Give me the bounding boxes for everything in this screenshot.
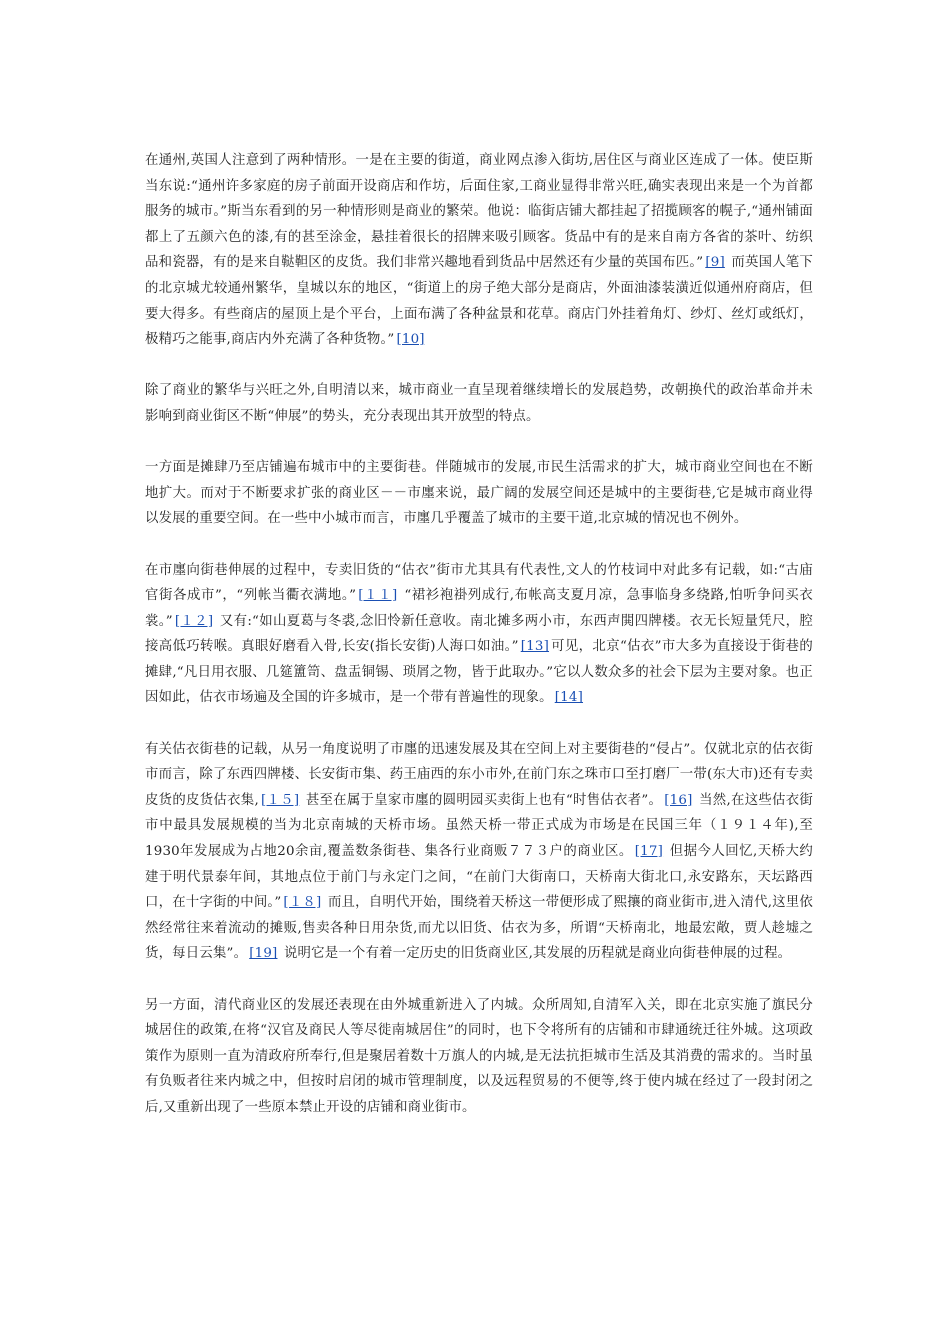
paragraph-text: 而英国人笔下的北京城尤较通州繁华，皇城以东的地区，“街道上的房子绝大部分是商店，外面油漆装潢近似通州府商店，但要大得多。有些商店的屋顶上是个平台，上面布满了各种盆景和花草。商店门外挂着角灯、纱灯、丝灯或纸灯，极精巧之能事,商店内外充满了各种货物。” — [145, 255, 814, 348]
paragraph-text: 另一方面，清代商业区的发展还表现在由外城重新进入了内城。众所周知,自清军入关，即在北京实施了旗民分城居住的政策,在将“汉官及商民人等尽徙南城居住”的同时，也下令将所有的店铺和市肆通统迁往外城。这项政策作为原则一直为清政府所奉行,但是聚居着数十万旗人的内城,是无法抗拒城市生活及其消费的需求的。当时虽有负贩者往来内城之中，但按时启闭的城市管理制度，以及远程贸易的不便等,终于使内城在经过了一段封闭之后,又重新出现了一些原本禁止开设的店铺和商业街市。 — [145, 997, 813, 1115]
footnote-link[interactable]: [9] — [705, 255, 725, 271]
paragraph-text: 说明它是一个有着一定历史的旧货商业区,其发展的历程就是商业向街巷伸展的过程。 — [279, 946, 792, 962]
paragraph-text: 在市廛向街巷伸展的过程中，专卖旧货的“估衣”街市尤其具有代表性,文人的竹枝词中对此多有记载，如:“古庙官街各成市”，“列帐当衢衣满地。” — [145, 562, 813, 604]
paragraph-text: 除了商业的繁华与兴旺之外,自明清以来，城市商业一直呈现着继续增长的发展趋势，改朝换代的政治革命并未影响到商业街区不断“伸展”的势头，充分表现出其开放型的特点。 — [145, 383, 813, 424]
paragraph-text: 又有:“如山夏葛与冬裘,念旧怜新任意收。南北摊多两小市，东西声閧四牌楼。衣无长短量凭尺，腔接高低巧转喉。真眼好磨看入骨,长安(指长安街)人海口如油。” — [145, 613, 813, 655]
paragraph-text: 在通州,英国人注意到了两种情形。一是在主要的街道，商业网点渗入街坊,居住区与商业区连成了一体。使臣斯当东说:“通州许多家庭的房子前面开设商店和作坊，后面住家,工商业显得非常兴旺,确实表现出来是一个为首都服务的城市。”斯当东看到的另一种情形则是商业的繁荣。他说：临街店铺大都挂起了招揽顾客的幌子,“通州铺面都上了五颜六色的漆,有的甚至涂金，悬挂着很长的招牌来吸引顾客。货品中有的是来自南方各省的茶叶、纺织品和瓷器，有的是来自鞑靼区的皮货。我们非常兴趣地看到货品中居然还有少量的英国布匹。” — [145, 153, 813, 271]
paragraph-text: 而且，自明代开始，围绕着天桥这一带便形成了熙攘的商业街市,进入清代,这里依然经常往来着流动的摊贩,售卖各种日用杂货,而尤以旧货、估衣为多，所谓“天桥南北，地最宏敞，贾人趁墟之货，每日云集”。 — [145, 895, 813, 962]
paragraph-text: 有关估衣街巷的记载，从另一角度说明了市廛的迅速发展及其在空间上对主要街巷的“侵占”。仅就北京的估衣街市而言，除了东西四牌楼、长安街市集、药王庙西的东小市外,在前门东之珠市口至打磨厂一带(东大市)还有专卖皮货的皮货估衣集, — [145, 741, 813, 808]
footnote-link[interactable]: [10] — [396, 332, 425, 348]
footnote-link[interactable]: [19] — [249, 946, 278, 962]
footnote-link[interactable]: [１５] — [260, 792, 300, 808]
footnote-link[interactable]: [16] — [664, 792, 693, 808]
paragraph-text: 当然,在这些估衣街市中最具发展规模的当为北京南城的天桥市场。虽然天桥一带正式成为市场是在民国三年（１９１４年),至1930年发展成为占地20余亩,覆盖数条街巷、集各行业商贩７７３户的商业区。 — [145, 792, 814, 860]
footnote-link[interactable]: [１１] — [358, 588, 398, 604]
footnote-link[interactable]: [14] — [554, 690, 584, 706]
paragraph — [145, 378, 813, 429]
paragraph — [145, 558, 813, 712]
footnote-link[interactable]: [13] — [520, 639, 550, 655]
paragraph-text: 甚至在属于皇家市廛的圆明园买卖街上也有“时售估衣者”。 — [301, 792, 663, 808]
paragraph-text: 可见，北京“估衣”市大多为直接设于街巷的摊肆,“凡日用衣服、几筵簠笥、盘盂铜锡、琐屑之物，皆于此取办。”它以人数众多的社会下层为主要对象。也正因如此，估衣市场遍及全国的许多城市，是一个带有普遍性的现象。 — [145, 639, 813, 706]
footnote-link[interactable]: [１８] — [283, 895, 322, 911]
paragraph-text: 但据今人回忆,天桥大约建于明代景泰年间，其地点位于前门与永定门之间，“在前门大街南口，天桥南大街北口,永安路东，天坛路西口，在十字街的中间。” — [145, 844, 813, 911]
paragraph — [145, 993, 813, 1121]
paragraph — [145, 455, 813, 532]
paragraph — [145, 148, 813, 353]
paragraph-text: “裙衫袍褂列成行,布帐高支夏月凉，急事临身多绕路,怕听争问买衣裳。” — [145, 588, 813, 629]
document-body — [145, 148, 813, 1146]
paragraph-text: 一方面是摊肆乃至店铺遍布城市中的主要街巷。伴随城市的发展,市民生活需求的扩大，城市商业空间也在不断地扩大。而对于不断要求扩张的商业区－－市廛来说，最广阔的发展空间还是城中的主要街巷,它是城市商业得以发展的重要空间。在一些中小城市而言，市廛几乎覆盖了城市的主要干道,北京城的情况也不例外。 — [145, 460, 813, 527]
footnote-link[interactable]: [１２] — [174, 613, 214, 629]
footnote-link[interactable]: [17] — [634, 844, 664, 860]
paragraph — [145, 737, 813, 967]
